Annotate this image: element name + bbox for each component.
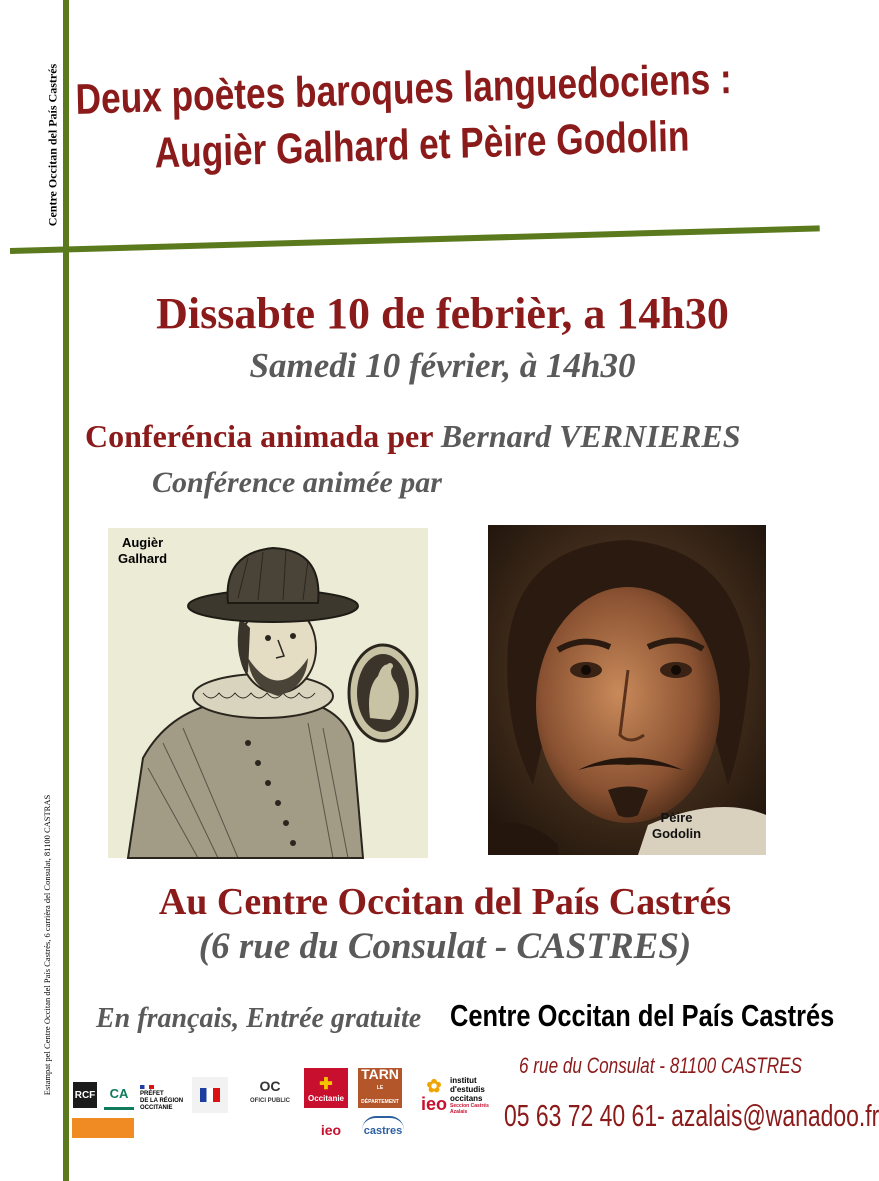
speaker-name: Bernard VERNIERES bbox=[440, 418, 741, 454]
caption-right-line1: Pèire bbox=[660, 810, 693, 825]
organizer-name: Centre Occitan del País Castrés bbox=[450, 998, 835, 1033]
ieo-emblem bbox=[421, 1077, 447, 1113]
ieo-text-block bbox=[450, 1076, 489, 1115]
date-french: Samedi 10 février, à 14h30 bbox=[249, 346, 636, 385]
rcf-logo bbox=[73, 1082, 97, 1108]
side-label-top bbox=[46, 40, 60, 250]
horizontal-frame-line bbox=[10, 225, 820, 254]
festival-logo bbox=[72, 1118, 134, 1138]
ofici-public-sub: OFICI PUBLIC bbox=[250, 1098, 290, 1104]
ieo-big-text: ieo bbox=[421, 1094, 448, 1114]
ieo-section-line1: Seccion Castrés bbox=[450, 1102, 489, 1109]
ieo-castres-logo bbox=[410, 1062, 500, 1128]
small-ieo-text: ieo bbox=[320, 1122, 342, 1138]
conference-occitan bbox=[85, 418, 741, 455]
conference-occitan-prefix: Conferéncia animada per bbox=[85, 418, 433, 454]
painting-illustration bbox=[488, 525, 766, 855]
organizer-address: 6 rue du Consulat - 81100 CASTRES bbox=[519, 1053, 802, 1078]
tarn-department-logo bbox=[358, 1068, 402, 1108]
tarn-logo-sub: LE DÉPARTEMENT bbox=[361, 1085, 399, 1105]
castres-city-logo bbox=[362, 1116, 404, 1144]
french-flag-icon bbox=[140, 1085, 154, 1089]
caption-augier-galhard bbox=[118, 535, 167, 567]
venue-name: Au Centre Occitan del País Castrés bbox=[158, 881, 732, 923]
title-line-2: Augièr Galhard et Pèire Godolin bbox=[154, 112, 690, 178]
ofici-public-oc: OC bbox=[259, 1078, 281, 1094]
ieo-line3: occitans bbox=[450, 1093, 483, 1103]
rcf-logo-text: RCF bbox=[74, 1089, 96, 1101]
poster-title bbox=[75, 53, 733, 184]
flower-icon: ✿ bbox=[426, 1076, 442, 1096]
credit-agricole-logo-text: CA bbox=[109, 1086, 129, 1101]
conference-french: Conférence animée par bbox=[152, 466, 442, 499]
portrait-peire-godolin bbox=[488, 525, 766, 855]
venue-address: (6 rue du Consulat - CASTRES) bbox=[198, 926, 692, 967]
prefet-line1: PRÉFET bbox=[140, 1090, 164, 1097]
tarn-logo-text: TARN bbox=[361, 1066, 399, 1082]
vertical-frame-line bbox=[63, 0, 69, 1181]
engraving-illustration bbox=[108, 528, 428, 858]
occitanie-logo-text: Occitanie bbox=[307, 1093, 344, 1103]
caption-peire-godolin bbox=[652, 810, 701, 842]
caption-right-line2: Godolin bbox=[652, 826, 702, 841]
prefet-line3: OCCITANIE bbox=[140, 1104, 173, 1111]
credit-agricole-logo bbox=[104, 1080, 134, 1110]
ieo-section-line2: Azalais bbox=[450, 1108, 468, 1115]
ministry-flag-icon bbox=[200, 1088, 220, 1102]
occitan-cross-icon: ✚ bbox=[319, 1075, 333, 1093]
organizer-contact: 05 63 72 40 61- azalais@wanadoo.fr bbox=[504, 1098, 879, 1133]
occitanie-region-logo bbox=[304, 1068, 348, 1108]
side-label-bottom bbox=[40, 795, 54, 1095]
ministry-logo bbox=[192, 1077, 228, 1113]
prefet-region-logo bbox=[140, 1080, 184, 1116]
language-note: En français, Entrée gratuite bbox=[96, 1003, 422, 1034]
portrait-augier-galhard bbox=[108, 528, 428, 858]
caption-left-line1: Augièr bbox=[121, 535, 164, 550]
castres-logo-text: castres bbox=[363, 1125, 403, 1137]
side-label-bottom-text: Estampat pel Centre Occitan del País Castrés, 6 carrièra del Consulat, 81100 CASTRAS bbox=[42, 794, 52, 1096]
small-ieo-logo bbox=[312, 1112, 350, 1148]
date-occitan: Dissabte 10 de febrièr, a 14h30 bbox=[156, 289, 729, 338]
ieo-line1: institut bbox=[450, 1075, 477, 1085]
ieo-line2: d'estudis bbox=[450, 1084, 485, 1094]
prefet-line2: DE LA RÉGION bbox=[140, 1097, 184, 1104]
caption-left-line2: Galhard bbox=[118, 551, 168, 566]
title-line-1: Deux poètes baroques languedociens : bbox=[75, 55, 733, 124]
ofici-public-logo bbox=[250, 1076, 290, 1112]
side-label-top-text: Centre Occitan del País Castrés bbox=[45, 63, 60, 227]
